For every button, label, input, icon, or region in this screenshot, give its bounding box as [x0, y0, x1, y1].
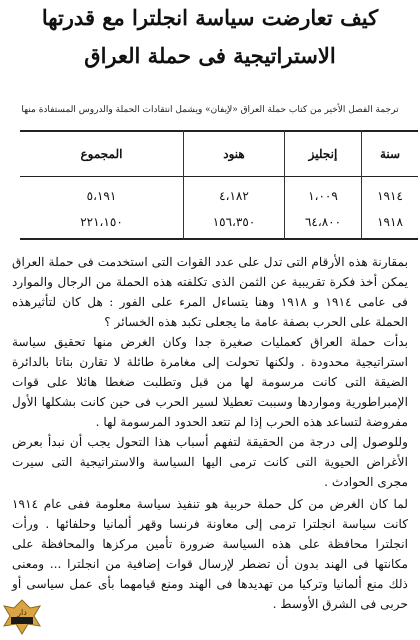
table-cell: ١٩١٨ [377, 215, 403, 229]
table-header-rule [20, 176, 418, 177]
table-header-indians: هنود [223, 147, 245, 161]
page-title-line-2: الاستراتيجية فى حملة العراق [84, 43, 336, 68]
table-top-rule [20, 130, 418, 132]
page-title-line-1: كيف تعارضت سياسة انجلترا مع قدرتها [41, 5, 379, 30]
table-cell: ٤،١٨٢ [219, 189, 249, 203]
paragraph-3: وللوصول إلى درجة من الحقيقة لتفهم أسباب هذا التحول يجب أن نبدأ بعرض الأغراض الحيوية التى كانت ترمى اليها السياسة والاستراتيجية التى سيرت مجرى الحوادث . [12, 435, 408, 489]
table-header-total: المجموع [80, 147, 123, 161]
publisher-logo [2, 598, 42, 636]
paragraph-1: بمقارنة هذه الأرقام التى تدل على عدد القوات التى استخدمت فى حملة العراق يمكن أخذ فكرة تقريبية عن الثمن الذى تكلفته هذه الحملة من الرجال والموارد فى عامى ١٩١٤ و ١٩١٨ وهنا يتساءل المرء على الفور : هل كان لتأثيرهذه الحملة على الحرب بصفة عامة ما يجعلى تكبد هذه الخسائر ؟ [12, 255, 408, 329]
paragraph-4: لما كان الغرض من كل حملة حربية هو تنفيذ سياسة معلومة ففى عام ١٩١٤ كانت سياسة انجلترا ترمى إلى معاونة فرنسا وقهر ألمانيا وحلفائها . ورأت انجلترا محافظة على هذه السياسة ضرورة تأمين مركزها والمحافظة على مكانتها فى الهند بدون أن تضطر لإرسال قوات إضافية من انجلترا ... ومعنى ذلك منع ألمانيا وتركيا من تهديدها فى الهند ومنع قيامهما بأى عمل سياسى أو حربى فى الشرق الأوسط . [12, 497, 408, 611]
table-header-year: سنة [379, 147, 401, 161]
paragraph-2: بدأت حملة العراق كعمليات صغيرة جدا وكان الغرض منها تحقيق سياسة استراتيجية محدودة . ولكنها تحولت إلى مغامرة طائلة لا تقارن بتاتا بالدائرة الضيقة التى كانت مرسومة لها من قبل وتطلبت ضغطا هائلا على قوات الإمبراطورية ومواردها وسببت تعطيلا لسير الحرب فى حين كانت بشكلها الأول مفروضة لتساعد هذه الحرب إذا لم تتعد الحدود المرسومة لها . [12, 335, 408, 429]
table-caption: ترجمة الفصل الأخير من كتاب حملة العراق «لإيفان» ويشمل انتقادات الحملة والدروس المستفادة منها [21, 105, 399, 115]
table-cell: ١٩١٤ [377, 189, 403, 203]
table-cell: ٦٤،٨٠٠ [304, 215, 342, 229]
table-cell: ١٥٦،٣٥٠ [212, 215, 256, 229]
troop-table [20, 130, 418, 240]
svg-text:دار: دار [17, 608, 27, 617]
table-bottom-rule [20, 238, 418, 240]
table-cell: ١،٠٠٩ [308, 189, 338, 203]
table-cell: ٥،١٩١ [86, 189, 117, 203]
table-header-english: إنجليز [308, 147, 338, 161]
table-cell: ٢٢١،١٥٠ [80, 215, 123, 229]
